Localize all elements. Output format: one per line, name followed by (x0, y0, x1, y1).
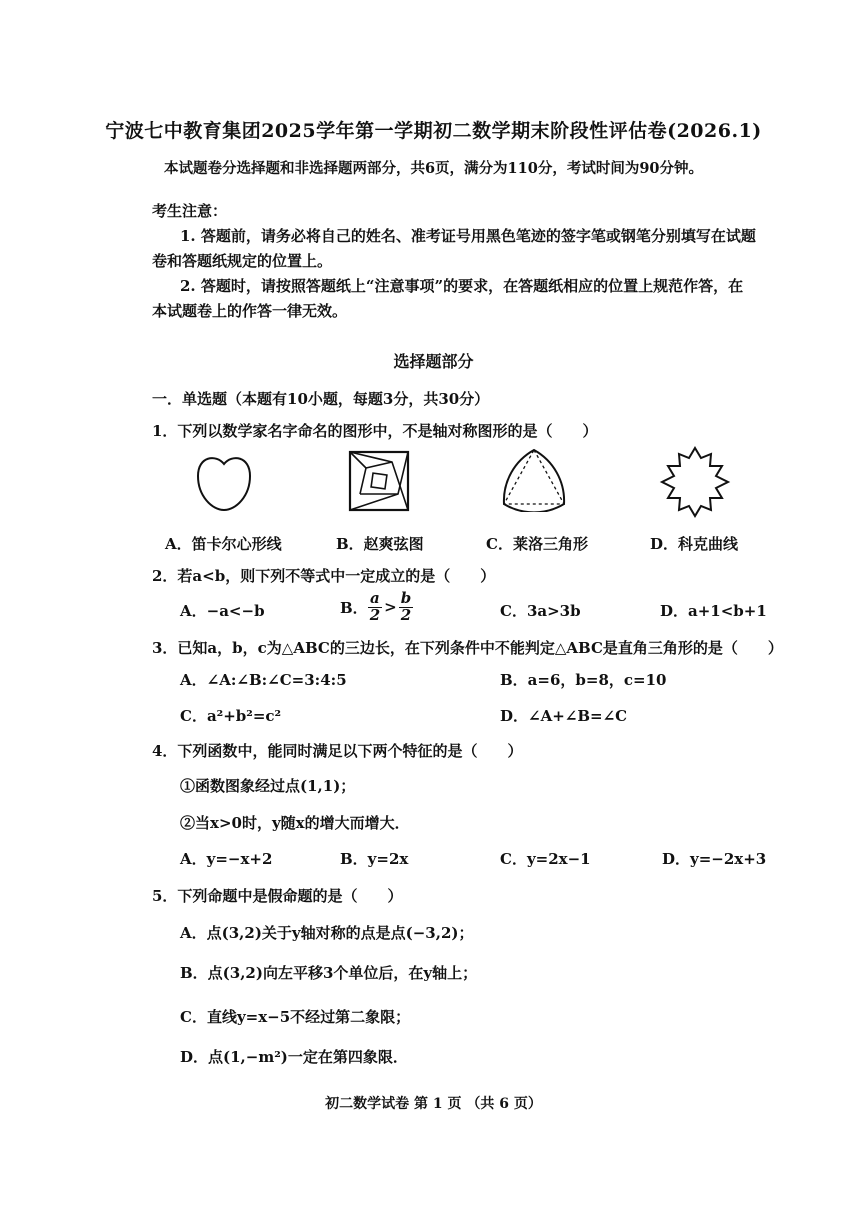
q4-option-d: D．y=−2x+3 (662, 850, 767, 868)
q3-option-a: A．∠A:∠B:∠C=3:4:5 (180, 671, 347, 689)
q2-option-a: A．−a<−b (180, 602, 265, 620)
page-footer: 初二数学试卷 第 1 页 （共 6 页） (325, 1096, 542, 1112)
q2-fraction-left-num: a (370, 589, 380, 607)
notice-heading: 考生注意： (152, 202, 228, 220)
q2-stem: 2．若a<b，则下列不等式中一定成立的是（ ） (152, 567, 496, 585)
q1-option-a: A．笛卡尔心形线 (165, 535, 282, 553)
notice-item1-line2: 卷和答题纸规定的位置上。 (152, 252, 333, 270)
q1-option-d: D．科克曲线 (650, 535, 739, 553)
exam-subtitle: 本试题卷分选择题和非选择题两部分，共6页，满分为110分，考试时间为90分钟。 (163, 160, 704, 177)
q2-fraction-left (368, 591, 382, 624)
q4-condition-2: ②当x>0时，y随x的增大而增大． (180, 814, 410, 832)
notice-item2-line1: 2. 答题时，请按照答题纸上“注意事项”的要求，在答题纸相应的位置上规范作答，在 (180, 277, 744, 295)
q3-option-c: C．a²+b²=c² (180, 707, 282, 725)
q3-option-d: D．∠A+∠B=∠C (500, 707, 628, 725)
q5-stem: 5．下列命题中是假命题的是（ ） (152, 887, 403, 905)
q4-option-b: B．y=2x (340, 850, 409, 868)
q5-option-c: C．直线y=x−5不经过第二象限； (180, 1008, 411, 1026)
cardioid-figure (194, 452, 254, 514)
exam-title: 宁波七中教育集团2025学年第一学期初二数学期末阶段性评估卷(2026.1) (105, 120, 762, 142)
q2-fraction-right-den: 2 (400, 605, 412, 624)
notice-item1-line1: 1. 答题前，请务必将自己的姓名、准考证号用黑色笔迹的签字笔或钢笔分别填写在试题 (180, 227, 756, 245)
q2-option-b (340, 591, 413, 624)
q3-stem: 3．已知a，b，c为△ABC的三边长，在下列条件中不能判定△ABC是直角三角形的是（ ） (152, 639, 783, 657)
q2-fraction-right-num: b (400, 589, 412, 607)
q4-option-a: A．y=−x+2 (180, 850, 273, 868)
koch-snowflake-figure (652, 444, 738, 520)
q2-fraction-op: > (384, 598, 397, 617)
part1-heading: 一．单选题（本题有10小题，每题3分，共30分） (152, 390, 490, 408)
q2-option-b-label: B． (340, 598, 368, 617)
q5-option-b: B．点(3,2)向左平移3个单位后，在y轴上； (180, 964, 478, 982)
section-title: 选择题部分 (393, 352, 474, 371)
q2-option-c: C．3a>3b (500, 602, 581, 620)
zhao-shuang-diagram-figure (348, 450, 410, 512)
q5-option-a: A．点(3,2)关于y轴对称的点是点(−3,2)； (180, 924, 474, 942)
q1-stem: 1．下列以数学家名字命名的图形中，不是轴对称图形的是（ ） (152, 422, 598, 440)
q2-fraction-right (399, 591, 414, 624)
q2-option-d: D．a+1<b+1 (660, 602, 767, 620)
q1-option-b: B．赵爽弦图 (336, 535, 424, 553)
q4-option-c: C．y=2x−1 (500, 850, 591, 868)
q3-option-b: B．a=6，b=8，c=10 (500, 671, 667, 689)
q2-fraction-left-den: 2 (369, 605, 381, 624)
q1-option-c: C．莱洛三角形 (486, 535, 588, 553)
notice-item2-line2: 本试题卷上的作答一律无效。 (152, 302, 348, 320)
reuleaux-triangle-figure (500, 446, 568, 512)
q4-condition-1: ①函数图象经过点(1,1)； (180, 777, 356, 795)
q5-option-d: D．点(1,−m²)一定在第四象限． (180, 1048, 408, 1066)
q4-stem: 4．下列函数中，能同时满足以下两个特征的是（ ） (152, 742, 523, 760)
